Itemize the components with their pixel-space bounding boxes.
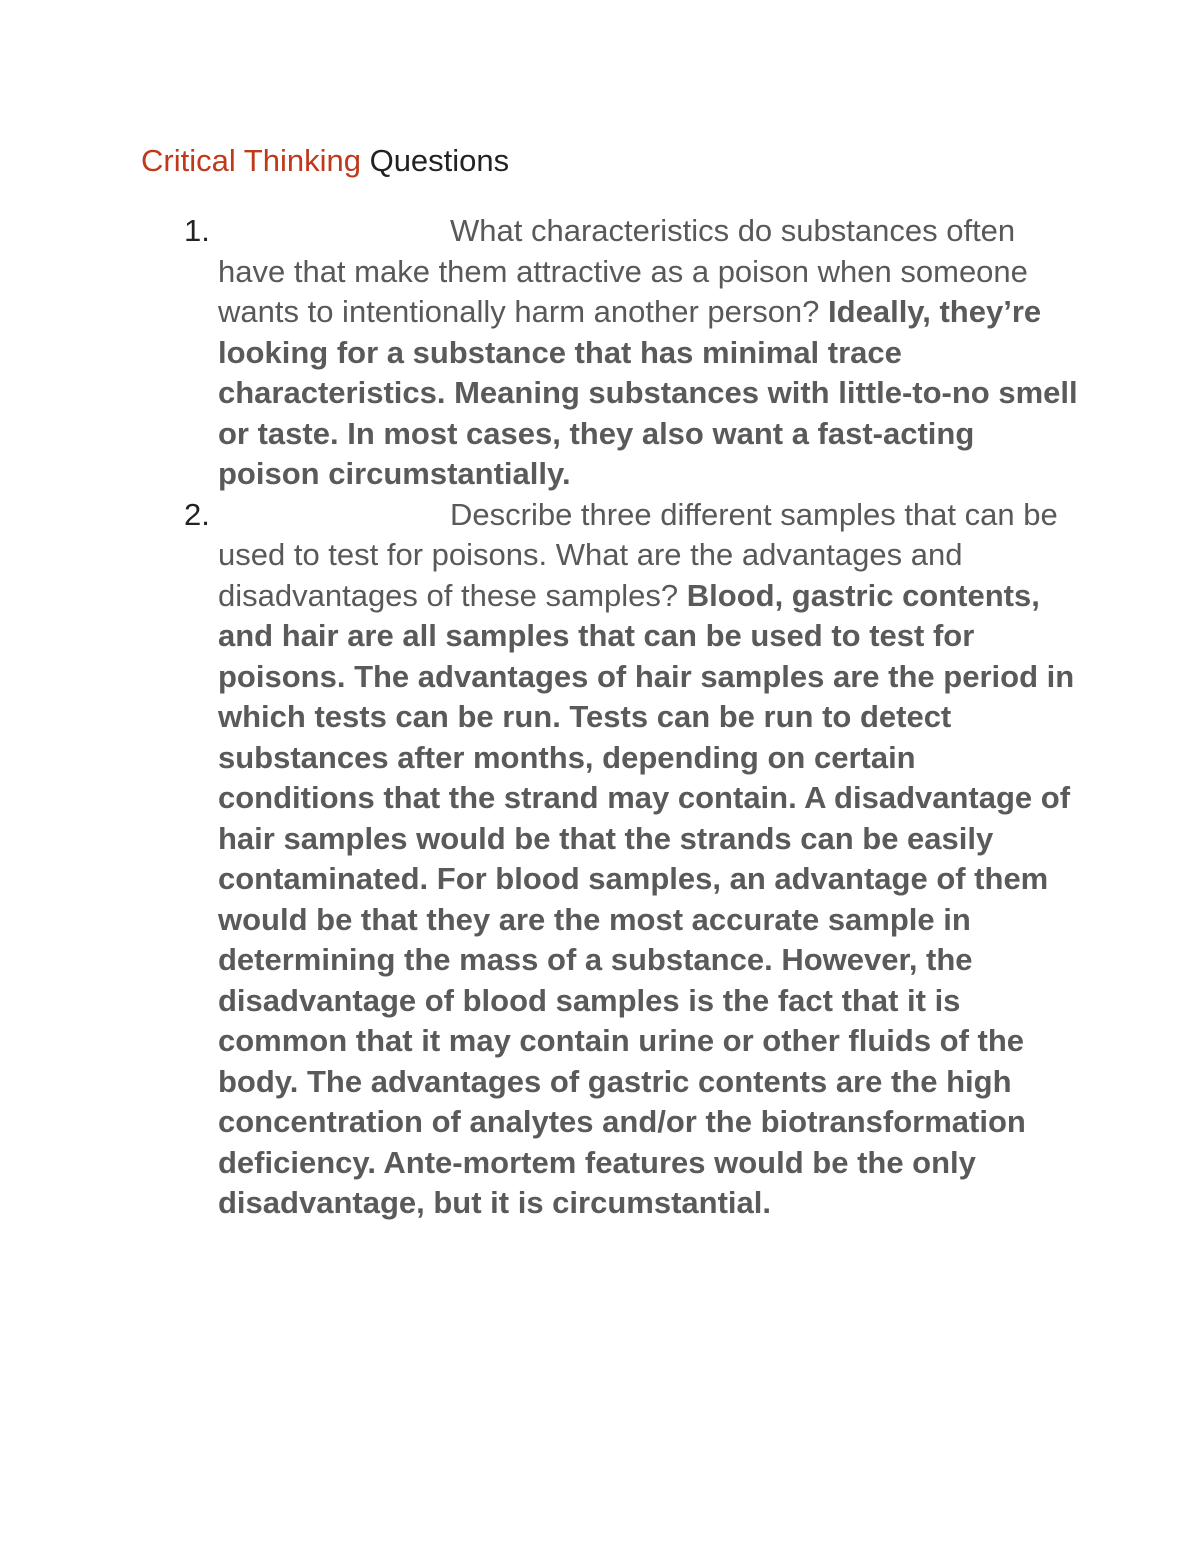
list-item-text: [218, 495, 1078, 1224]
question-text: Describe three different samples that can be used to test for poisons. What are the advantages and disadvantages of these samples?: [218, 496, 1058, 613]
list-item: [0, 495, 1200, 1224]
page-title-rest: Questions: [369, 143, 510, 178]
question-text: What characteristics do substances often have that make them attractive as a poison when someone wants to intentionally harm another person?: [218, 213, 1028, 329]
list-item-text: [218, 211, 1078, 495]
list-item-number: 1.: [184, 213, 210, 248]
page-title: [141, 141, 509, 181]
page-title-accent: Critical Thinking: [141, 143, 361, 178]
answer-text: Blood, gastric contents, and hair are all samples that can be used to test for poisons. The advantages of hair samples are the period in which tests can be run. Tests can be run to detect substances after months, depending on certain conditions that the strand may contain. A disadvantage of hair samples would be that the strands can be easily contaminated. For blood samples, an advantage of them would be that they are the most accurate sample in determining the mass of a substance. However, the disadvantage of blood samples is the fact that it is common that it may contain urine or other fluids of the body. The advantages of gastric contents are the high concentration of analytes and/or the biotransformation deficiency. Ante-mortem features would be the only disadvantage, but it is circumstantial.: [218, 577, 1075, 1220]
list-item-number: 2.: [184, 496, 210, 532]
answer-text: Ideally, they’re looking for a substance that has minimal trace characteristics. Meaning substances with little-to-no smell or taste. In most cases, they also want a fast-acting poison circumstantially.: [218, 294, 1078, 491]
questions-list: [0, 211, 1200, 1224]
list-item: [0, 211, 1200, 495]
